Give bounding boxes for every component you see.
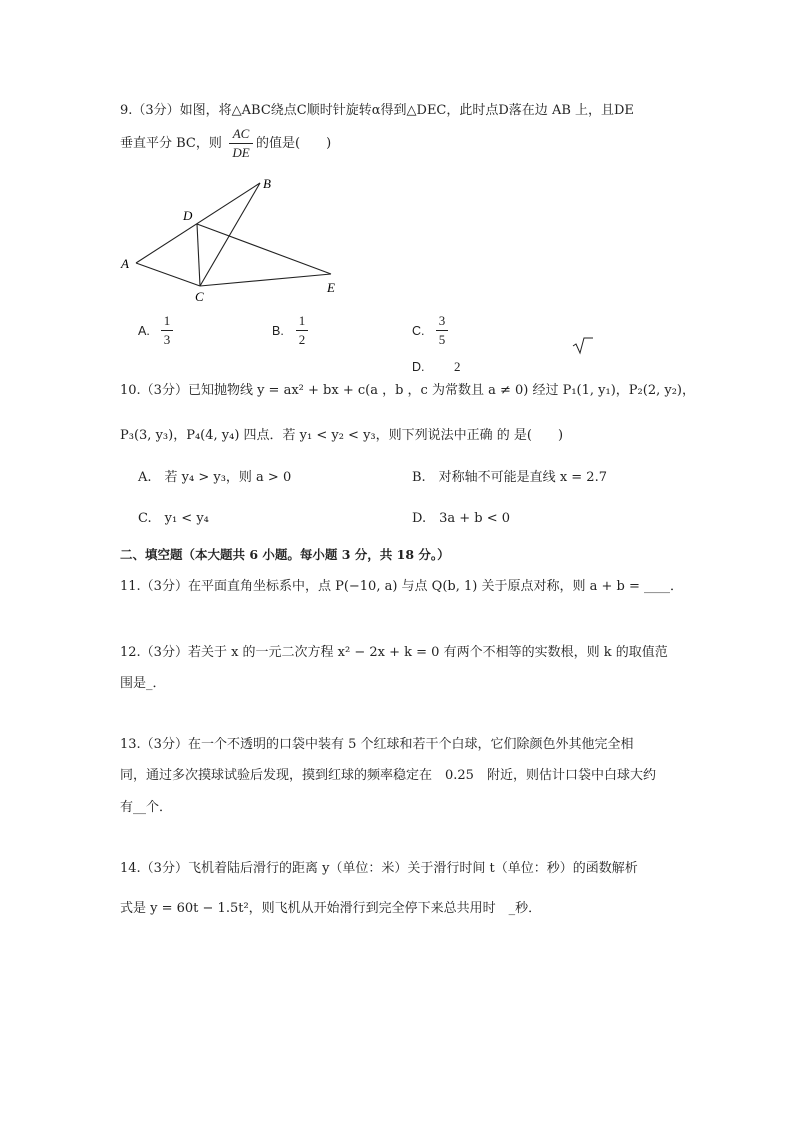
point-label-d: D (183, 208, 193, 223)
q9-fraction-numerator: AC (232, 126, 250, 141)
segment-de (197, 224, 331, 274)
q13-stem-line3: 有__个． (120, 800, 173, 815)
q10-option-b: B. 对称轴不可能是直线 x = 2.7 (412, 470, 607, 485)
q10-option-d: D. 3a + b < 0 (412, 511, 511, 526)
point-label-b: B (263, 176, 271, 191)
q13-stem-line2: 同，通过多次摸球试验后发现，摸到红球的频率稳定在 0.25 附近，则估计口袋中白球大约 (120, 768, 656, 783)
q9-stem-line1: 9.（3分）如图，将△ABC绕点C顺时针旋转α得到△DEC，此时点D落在边 AB 上，且DE (120, 103, 634, 118)
q14-stem-line1: 14.（3分）飞机着陆后滑行的距离 y（单位：米）关于滑行时间 t（单位：秒）的函数解析 (120, 861, 638, 876)
q12-stem-line2: 围是_． (120, 676, 166, 691)
fraction-bar (296, 330, 308, 331)
q9-option-b-denominator: 2 (298, 332, 306, 347)
q9-option-a-label: A. (138, 324, 150, 338)
segment-ce (200, 274, 331, 286)
fraction-bar (161, 330, 173, 331)
q9-option-a-fraction (161, 313, 173, 348)
segment-dc (197, 224, 200, 286)
segment-ac (136, 263, 200, 286)
section-heading-fill-in: 二、填空题（本大题共 6 小题。每小题 3 分，共 18 分。） (120, 547, 450, 562)
q9-option-b-fraction (296, 313, 308, 348)
point-label-c: C (195, 289, 204, 304)
q9-option-c-numerator: 3 (438, 313, 446, 328)
q9-option-b-label: B. (272, 324, 284, 338)
q10-stem-line1: 10.（3分）已知抛物线 y = ax² + bx + c(a ，b ，c 为常数且 a ≠ 0) 经过 P₁(1, y₁)，P₂(2, y₂)， (120, 383, 695, 398)
fraction-bar (229, 143, 253, 144)
q9-option-a-numerator: 1 (163, 313, 171, 328)
q9-option-c-denominator: 5 (438, 332, 446, 347)
q9-option-d-value: 2 (454, 359, 461, 374)
q9-fraction-denominator: DE (232, 145, 250, 160)
q9-triangle-figure (115, 170, 345, 310)
q13-stem-line1: 13.（3分）在一个不透明的口袋中装有 5 个红球和若干个白球，它们除颜色外其他完全相 (120, 737, 634, 752)
q9-option-a-denominator: 3 (163, 332, 171, 347)
q10-option-a: A. 若 y₄ > y₃，则 a > 0 (138, 470, 292, 485)
point-label-e: E (327, 280, 335, 295)
q10-stem-line2: P₃(3, y₃)，P₄(4, y₄) 四点．若 y₁ < y₂ < y₃，则下列说法中正确 的 是( ) (120, 428, 564, 443)
q9-option-b-numerator: 1 (298, 313, 306, 328)
q11-stem: 11.（3分）在平面直角坐标系中，点 P(−10, a) 与点 Q(b, 1) 关于原点对称，则 a + b = ____． (120, 579, 683, 594)
q9-stem-line2-suffix: 的值是( ) (256, 136, 332, 151)
q12-stem-line1: 12.（3分）若关于 x 的一元二次方程 x² − 2x + k = 0 有两个不相等的实数根，则 k 的取值范 (120, 645, 668, 660)
point-label-a: A (121, 256, 129, 271)
q14-stem-line2: 式是 y = 60t − 1.5t²，则飞机从开始滑行到完全停下来总共用时 _秒． (120, 901, 542, 916)
q10-option-c: C. y₁ < y₄ (138, 511, 209, 526)
q9-option-d-label: D. (412, 360, 425, 374)
square-root-symbol (572, 336, 594, 356)
q9-option-c-label: C. (412, 324, 425, 338)
fraction-bar (436, 330, 448, 331)
q9-stem-line2-prefix: 垂直平分 BC，则 (120, 136, 222, 151)
q9-option-c-fraction (436, 313, 448, 348)
q9-fraction (229, 126, 253, 161)
segment-bc (200, 183, 260, 286)
